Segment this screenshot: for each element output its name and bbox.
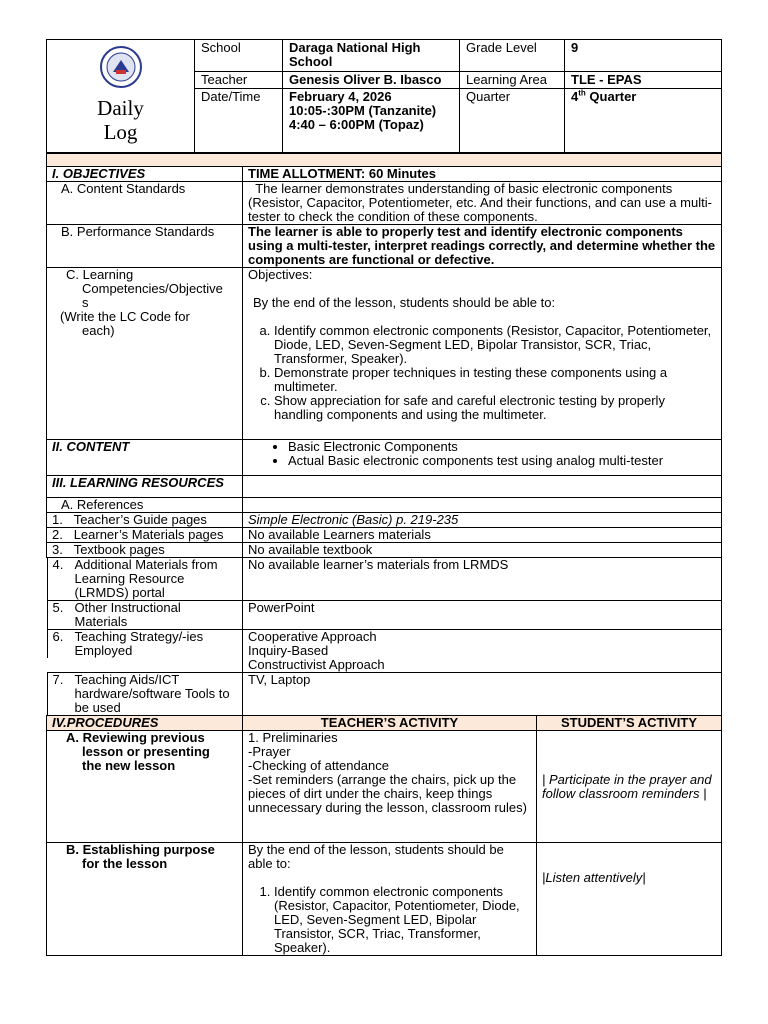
- content-standards-text: The learner demonstrates understanding of basic electronic components (Resistor, Capacitor, Potentiometer, etc. And their functions, and can use a multi-tester to check the condition of these components.: [243, 182, 722, 225]
- school-label: School: [195, 40, 283, 72]
- quarter-value: 4th Quarter: [565, 89, 722, 153]
- procedure-a-label: A. Reviewing previous lesson or presenting the new lesson: [47, 731, 243, 843]
- resource-value: Simple Electronic (Basic) p. 219-235: [243, 513, 722, 528]
- learning-competencies-text: Objectives: By the end of the lesson, students should be able to: a. Identify common electronic components (Resistor, Capacitor, Potentiometer, Diode, LED, Seven-Segment LED, Bipolar Transistor, SCR, Triac, Transformer, Speaker). b. Demonstrate proper techniques in testing these components using a multimeter. c. Show appreciation for safe and careful electronic testing by properly handling components and using the multimeter.: [243, 268, 722, 440]
- objective-item: a. Identify common electronic components (Resistor, Capacitor, Potentiometer, Diode, LED, Seven-Segment LED, Bipolar Transistor, SCR, Triac, Transformer, Speaker).: [274, 324, 716, 366]
- procedure-a-teacher: 1. Preliminaries -Prayer -Checking of attendance -Set reminders (arrange the chairs, pick up the pieces of dirt under the chairs, keep things unnecessary during the lesson, classroom rules): [243, 731, 537, 843]
- resource-value: No available textbook: [243, 543, 722, 558]
- resource-value: No available learner’s materials from LRMDS: [243, 558, 722, 601]
- references-label: A. References: [47, 498, 243, 513]
- content-item: • Basic Electronic Components: [288, 440, 716, 454]
- performance-standards-text: The learner is able to properly test and identify electronic components using a multi-tester, interpret readings correctly, and determine whether the components are functional or defective.: [243, 225, 722, 268]
- grade-label: Grade Level: [460, 40, 565, 72]
- resource-label: 7. Teaching Aids/ICT hardware/software Tools to be used: [47, 672, 243, 715]
- resource-value: PowerPoint: [243, 600, 722, 629]
- daily-log-title: Daily Log: [97, 96, 144, 144]
- procedure-a-student: | Participate in the prayer and follow classroom reminders |: [537, 731, 722, 843]
- header-table: [46, 39, 722, 153]
- student-activity-header: STUDENT’S ACTIVITY: [537, 716, 722, 731]
- resource-label: 2. Learner’s Materials pages: [47, 528, 243, 543]
- logo-title-cell: [47, 40, 195, 153]
- resource-value: No available Learners materials: [243, 528, 722, 543]
- content-standards-label: A. Content Standards: [47, 182, 243, 225]
- resource-label: 5. Other Instructional Materials: [47, 600, 243, 629]
- content-item: • Actual Basic electronic components test using analog multi-tester: [288, 454, 716, 468]
- datetime-value: February 4, 2026 10:05-:30PM (Tanzanite) 4:40 – 6:00PM (Topaz): [283, 89, 460, 153]
- resource-label: 6. Teaching Strategy/-ies Employed: [47, 629, 243, 658]
- resource-label: 4. Additional Materials from Learning Resource (LRMDS) portal: [47, 558, 243, 600]
- teacher-value: Genesis Oliver B. Ibasco: [283, 72, 460, 89]
- resource-value: Cooperative Approach Inquiry-Based Constructivist Approach: [243, 629, 722, 672]
- lesson-table: [46, 153, 722, 956]
- area-value: TLE - EPAS: [565, 72, 722, 89]
- teacher-label: Teacher: [195, 72, 283, 89]
- quarter-label: Quarter: [460, 89, 565, 153]
- objective-item: b. Demonstrate proper techniques in testing these components using a multimeter.: [274, 366, 716, 394]
- procedure-b-student: |Listen attentively|: [537, 843, 722, 956]
- content-heading: II. CONTENT: [47, 440, 243, 476]
- deped-seal-icon: [99, 45, 143, 89]
- daily-log-document: [46, 39, 722, 956]
- teacher-activity-header: TEACHER’S ACTIVITY: [243, 716, 537, 731]
- resource-label: 1. Teacher’s Guide pages: [47, 513, 243, 528]
- content-list: [243, 440, 722, 476]
- procedures-heading: IV.PROCEDURES: [47, 716, 243, 731]
- spacer-row: [47, 154, 722, 167]
- procedure-b-label: B. Establishing purpose for the lesson: [47, 843, 243, 956]
- time-allotment: TIME ALLOTMENT: 60 Minutes: [243, 167, 722, 182]
- purpose-item: 1. Identify common electronic components (Resistor, Capacitor, Potentiometer, Diode, LED, Seven-Segment LED, Bipolar Transistor, SCR, Triac, Transformer, Speaker).: [274, 885, 531, 955]
- resource-label: 3. Textbook pages: [47, 543, 243, 558]
- school-value: Daraga National High School: [283, 40, 460, 72]
- datetime-label: Date/Time: [195, 89, 283, 153]
- learning-competencies-label: C. Learning Competencies/Objective s (Write the LC Code for each): [47, 268, 243, 440]
- performance-standards-label: B. Performance Standards: [47, 225, 243, 268]
- procedure-b-teacher: By the end of the lesson, students should be able to: 1. Identify common electronic components (Resistor, Capacitor, Potentiometer, Diode, LED, Seven-Segment LED, Bipolar Transistor, SCR, Triac, Transformer, Speaker).: [243, 843, 537, 956]
- grade-value: 9: [565, 40, 722, 72]
- objectives-heading: I. OBJECTIVES: [47, 167, 243, 182]
- objective-item: c. Show appreciation for safe and careful electronic testing by properly handling components and using the multimeter.: [274, 394, 716, 422]
- resources-heading: III. LEARNING RESOURCES: [47, 476, 243, 498]
- resource-value: TV, Laptop: [243, 672, 722, 716]
- area-label: Learning Area: [460, 72, 565, 89]
